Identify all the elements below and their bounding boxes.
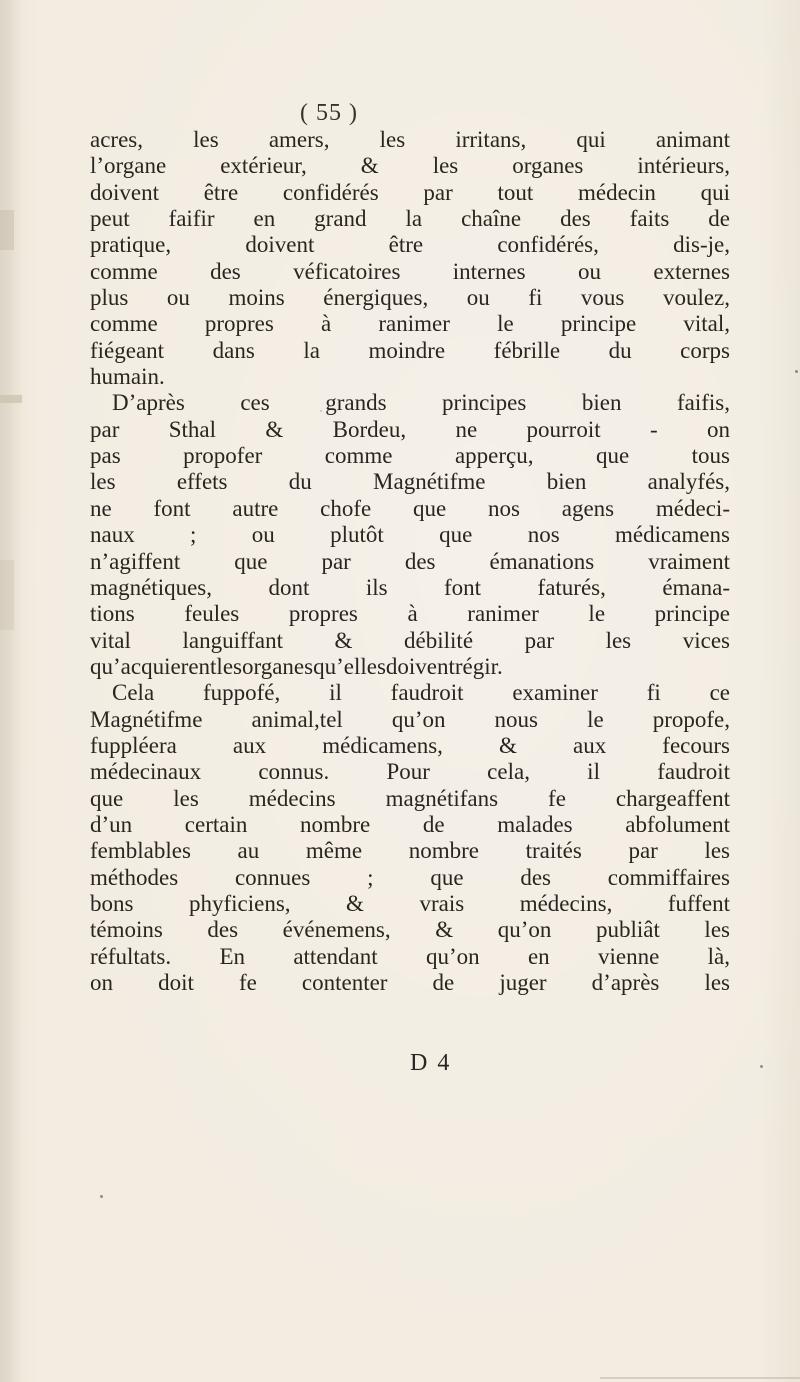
text-line: plus ou moins énergiques, ou fi vous voulez,: [90, 285, 730, 311]
ink-speck: [760, 1065, 763, 1068]
body-text: [90, 127, 730, 996]
text-line: on doit fe contenter de juger d’après les: [90, 970, 730, 995]
text-line: médecinaux connus. Pour cela, il faudroit: [90, 759, 730, 785]
text-line: par Sthal & Bordeu, ne pourroit - on: [90, 416, 730, 442]
gutter-stain: [0, 395, 22, 403]
ink-speck: [795, 370, 798, 373]
text-line: magnétiques, dont ils font faturés, émana-: [90, 574, 730, 600]
text-line: pratique, doivent être confidérés, dis-je,: [90, 232, 730, 258]
gutter-stain: [0, 210, 14, 250]
page-edge-line: [600, 1377, 800, 1379]
text-line: l’organe extérieur, & les organes intérieurs,: [90, 153, 730, 179]
text-line: vital languiffant & débilité par les vices: [90, 627, 730, 653]
text-line: qu’acquierentlesorganesqu’ellesdoiventrégir.: [90, 653, 503, 679]
text-line: femblables au même nombre traités par les: [90, 838, 730, 864]
page-gutter: [0, 0, 24, 1382]
signature-mark: D 4: [410, 1050, 452, 1076]
text-line: méthodes connues ; que des commiffaires: [90, 864, 730, 890]
page-number: ( 55 ): [300, 100, 358, 126]
text-line: acres, les amers, les irritans, qui animant: [90, 127, 730, 152]
text-line: fuppléera aux médicamens, & aux fecours: [90, 732, 730, 758]
text-line: que les médecins magnétifans fe chargeaffent: [90, 785, 730, 811]
ink-speck: [320, 410, 322, 412]
text-line: humain.: [90, 364, 165, 390]
text-line: D’après ces grands principes bien faifis,: [112, 390, 730, 416]
text-line: réfultats. En attendant qu’on en vienne là,: [90, 943, 730, 969]
text-line: comme propres à ranimer le principe vital,: [90, 311, 730, 337]
text-line: témoins des événemens, & qu’on publiât les: [90, 917, 730, 943]
text-line: Cela fuppofé, il faudroit examiner fi ce: [112, 680, 730, 706]
text-line: tions feules propres à ranimer le principe: [90, 601, 730, 627]
text-line: fiégeant dans la moindre fébrille du corps: [90, 337, 730, 363]
text-line: les effets du Magnétifme bien analyfés,: [90, 469, 730, 495]
text-line: n’agiffent que par des émanations vraiment: [90, 548, 730, 574]
gutter-stain: [0, 560, 14, 630]
text-line: pas propofer comme apperçu, que tous: [90, 443, 730, 469]
text-line: doivent être confidérés par tout médecin qui: [90, 179, 730, 205]
text-line: naux ; ou plutôt que nos médicamens: [90, 522, 730, 548]
text-line: d’un certain nombre de malades abfolument: [90, 811, 730, 837]
text-line: Magnétifme animal,tel qu’on nous le propofe,: [90, 706, 730, 732]
text-line: peut faifir en grand la chaîne des faits de: [90, 206, 730, 232]
ink-speck: [100, 1195, 103, 1198]
text-line: ne font autre chofe que nos agens médeci-: [90, 495, 730, 521]
text-line: comme des véficatoires internes ou externes: [90, 258, 730, 284]
text-line: bons phyficiens, & vrais médecins, fuffent: [90, 890, 730, 916]
